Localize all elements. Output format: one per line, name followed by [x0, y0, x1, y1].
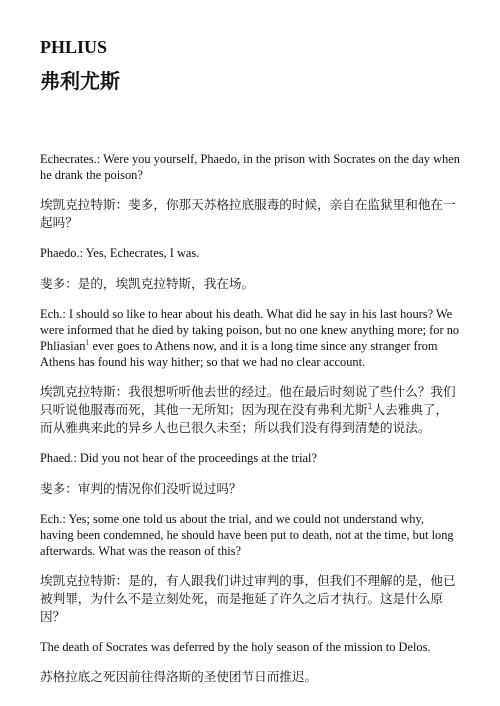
- paragraph-en-5: Ech.: Yes; some one told us about the trial, and we could not understand why, having been condemned, he should have been put to death, not at the time, but long afterwards. What was the reason of this?: [40, 511, 454, 559]
- paragraph-zh-2: 斐多：是的，埃凯克拉特斯，我在场。: [40, 275, 255, 291]
- title-english: PHLIUS: [40, 37, 108, 57]
- title-chinese: 弗利尤斯: [40, 69, 120, 93]
- paragraph-zh-6: 苏格拉底之死因前往得洛斯的圣使团节日而推迟。: [40, 669, 318, 685]
- paragraph-en-3: [40, 306, 460, 371]
- paragraph-en-4: Phaed.: Did you not hear of the proceedings at the trial?: [40, 451, 317, 466]
- footnote-link-zh[interactable]: 1: [367, 402, 373, 412]
- paragraph-zh-3-part-b: 人去雅典了，而从雅典来此的异乡人也已很久未至；所以我们没有得到清楚的说法。: [40, 402, 449, 436]
- spacer: [40, 94, 460, 151]
- footnote-link[interactable]: 1: [85, 337, 90, 347]
- paragraph-en-6: The death of Socrates was deferred by the holy season of the mission to Delos.: [40, 640, 431, 655]
- paragraph-zh-4: 斐多：审判的情况你们没听说过吗？: [40, 480, 242, 496]
- paragraph-zh-1: 埃凯克拉特斯：斐多，你那天苏格拉底服毒的时候，亲自在监狱里和他在一起吗？: [40, 197, 456, 231]
- paragraph-en-2: Phaedo.: Yes, Echecrates, I was.: [40, 246, 200, 261]
- paragraph-zh-3-part-a: 埃凯克拉特斯：我很想听听他去世的经过。他在最后时刻说了些什么？我们只听说他服毒而死，其他一无所知；因为现在没有弗利尤斯: [40, 384, 456, 418]
- paragraph-en-3-part-a: Ech.: I should so like to hear about his death. What did he say in his last hours? We were informed that he died by taking poison, but no one knew anything more; for no Phliasian: [40, 306, 460, 354]
- paragraph-en-1: Echecrates.: Were you yourself, Phaedo, in the prison with Socrates on the day when he drank the poison?: [40, 152, 460, 183]
- paragraph-zh-5: 埃凯克拉特斯：是的，有人跟我们讲过审判的事，但我们不理解的是，他已被判罪，为什么不是立刻处死，而是拖延了许久之后才执行。这是什么原因？: [40, 573, 456, 625]
- paragraph-en-3-part-b: ever goes to Athens now, and it is a long time since any stranger from Athens has found his way hither; so that we had no clear account.: [40, 339, 438, 370]
- paragraph-zh-3: [40, 383, 460, 437]
